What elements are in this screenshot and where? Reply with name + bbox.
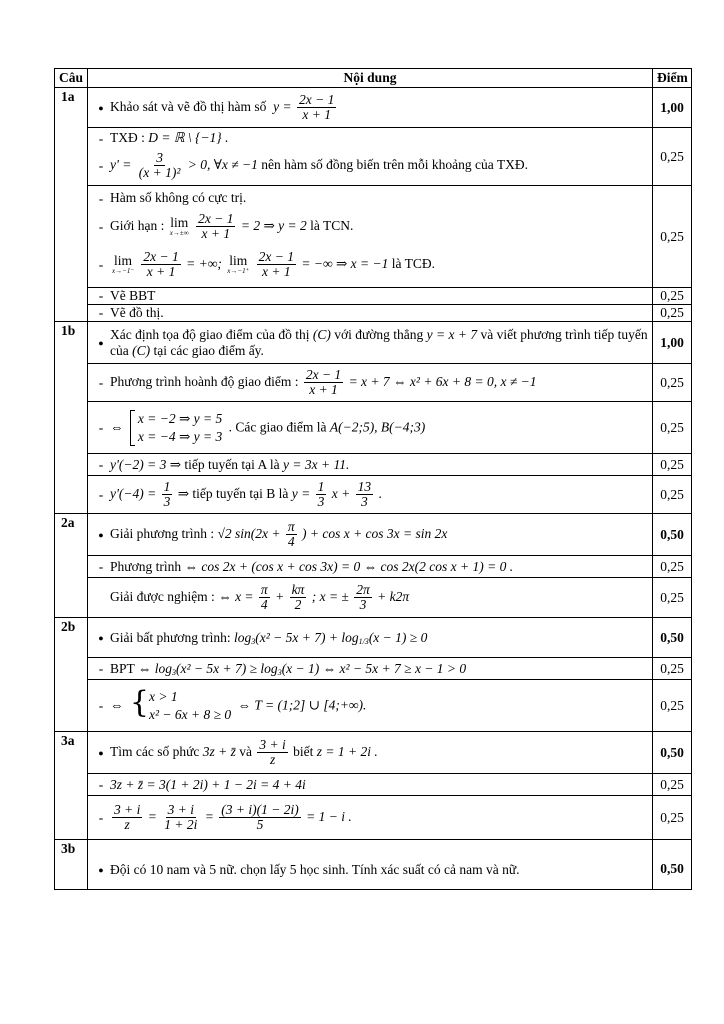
q1b-system-row: - ⇔ x = −2 ⇒ y = 5 x = −4 ⇒ y = 3 . Các giao điểm là A(−2;5), B(−4;3) 0,25 bbox=[55, 402, 692, 454]
points-q2a-eq: 0,25 bbox=[653, 556, 692, 578]
grading-table bbox=[54, 68, 692, 890]
q1a-graph-row: - Vẽ đồ thị. 0,25 bbox=[55, 305, 692, 322]
points-tangent-b: 0,25 bbox=[653, 476, 692, 514]
q2a-title-row: 2a ● Giải phương trình : √2 sin(2x + $\frac{\pi}{4}$ ) + cos x + cos 3x = sin 2x 0,50 bbox=[55, 514, 692, 556]
points-q3a-l1: 0,25 bbox=[653, 774, 692, 796]
points-q2b-bpt: 0,25 bbox=[653, 658, 692, 680]
q3b-title: Đội có 10 nam và 5 nữ. chọn lấy 5 học sinh. Tính xác suất có cả nam và nữ. bbox=[110, 862, 520, 878]
points-q2b-system: 0,25 bbox=[653, 680, 692, 732]
points-q2a: 0,50 bbox=[653, 514, 692, 556]
header-row bbox=[55, 69, 692, 88]
bullet-icon: ● bbox=[98, 747, 104, 758]
points-q3a-l2: 0,25 bbox=[653, 796, 692, 840]
bullet-icon: ● bbox=[98, 632, 104, 643]
points-derivative: 0,25 bbox=[653, 128, 692, 186]
points-limits: 0,25 bbox=[653, 186, 692, 288]
q2b-system-row: - ⇔ { x > 1 x² − 6x + 8 ≥ 0 ⇔ T = (1;2] ∪ [4;+∞). 0,25 bbox=[55, 680, 692, 732]
question-label-1b: 1b bbox=[55, 322, 88, 514]
points-q1b: 1,00 bbox=[653, 322, 692, 364]
q1a-title-fraction: $\frac{2x - 1}{x + 1}$ bbox=[298, 91, 335, 122]
points-intersection-points: 0,25 bbox=[653, 402, 692, 454]
q1b-tangent-b-row: - y'(−4) = $\frac{1}{3}$ ⇒ tiếp tuyến tại B là y = $\frac{1}{3}$ x + $\frac{13}{3}$ . 0,25 bbox=[55, 476, 692, 514]
q2b-title-row: 2b ● Giải bất phương trình: log3(x² − 5x + 7) + log1/3(x − 1) ≥ 0 0,50 bbox=[55, 618, 692, 658]
bullet-icon: ● bbox=[98, 337, 104, 348]
question-label-3b: 3b bbox=[55, 840, 88, 890]
q1a-limits-row: - Hàm số không có cực trị. - Giới hạn : lim x→±∞ $\frac{2x - 1}{x + 1}$ = 2 ⇒ y = 2 là TCN. - lim x→−1⁻ $\frac{2x - 1}{x + 1}$ = +∞; lim x→−1⁺ $\frac{2x - 1}{x + 1}$ = −∞ ⇒ x = −1 là TCĐ. 0,25 bbox=[55, 186, 692, 288]
question-label-1a: 1a bbox=[55, 88, 88, 322]
q1b-tangent-a-row: - y'(−2) = 3 ⇒ tiếp tuyến tại A là y = 3x + 11. 0,25 bbox=[55, 454, 692, 476]
header-question: Câu bbox=[55, 69, 88, 88]
bullet-icon: ● bbox=[98, 529, 104, 540]
derivative-fraction: $\frac{3}{\text{(x + 1)²}}$ bbox=[138, 149, 181, 180]
q2a-equation-row: - Phương trình ⇔ cos 2x + (cos x + cos 3x) = 0 ⇔ cos 2x(2 cos x + 1) = 0 . 0,25 bbox=[55, 556, 692, 578]
question-label-2a: 2a bbox=[55, 514, 88, 618]
derivative-text: nên hàm số đồng biến trên mỗi khoảng của TXĐ. bbox=[261, 156, 528, 172]
q1a-bbt-row: - Vẽ BBT 0,25 bbox=[55, 288, 692, 305]
q1b-equation-row: - Phương trình hoành độ giao điểm : $\frac{2x - 1}{x + 1}$ = x + 7 ⇔ x² + 6x + 8 = 0, x ≠ −1 0,25 bbox=[55, 364, 692, 402]
points-intersection-eq: 0,25 bbox=[653, 364, 692, 402]
points-q2b: 0,50 bbox=[653, 618, 692, 658]
header-points: Điểm bbox=[653, 69, 692, 88]
q1b-title-row bbox=[55, 322, 692, 364]
points-q3a: 0,50 bbox=[653, 732, 692, 774]
q3a-line1-row: - 3z + z̄ = 3(1 + 2i) + 1 − 2i = 4 + 4i 0,25 bbox=[55, 774, 692, 796]
points-q1a: 1,00 bbox=[653, 88, 692, 128]
question-label-3a: 3a bbox=[55, 732, 88, 840]
no-extrema-text: Hàm số không có cực trị. bbox=[110, 190, 247, 206]
q1b-title: Xác định tọa độ giao điểm của đồ thị (C) với đường thẳng y = x + 7 và viết phương trình tiếp tuyến của (C) tại các giao điểm ấy. bbox=[110, 326, 648, 358]
q3a-line2-row: - $\frac{3 + i}{z}$ = $\frac{3 + i}{1 + 2i}$ = $\frac{(3 + i)(1 - 2i)}{5}$ = 1 − i . 0,25 bbox=[55, 796, 692, 840]
points-bbt: 0,25 bbox=[653, 288, 692, 305]
points-q3b: 0,50 bbox=[653, 840, 692, 890]
answer-sheet bbox=[54, 68, 692, 890]
points-tangent-a: 0,25 bbox=[653, 454, 692, 476]
q2a-solution-row: Giải được nghiệm : ⇔ x = $\frac{\pi}{4}$ + $\frac{k\pi}{2}$ ; x = ± $\frac{2\pi}{3}$ + k2π 0,25 bbox=[55, 578, 692, 618]
points-graph: 0,25 bbox=[653, 305, 692, 322]
bbt-text: Vẽ BBT bbox=[110, 288, 156, 303]
bullet-icon: ● bbox=[98, 865, 104, 876]
points-q2a-solution: 0,25 bbox=[653, 578, 692, 618]
q1a-title: Khảo sát và vẽ đồ thị hàm số bbox=[110, 98, 267, 114]
graph-text: Vẽ đồ thị. bbox=[110, 305, 164, 321]
header-content: Nội dung bbox=[88, 69, 653, 88]
q3a-title-row: 3a ● Tìm các số phức 3z + z̄ và $\frac{3 + i}{z}$ biết z = 1 + 2i . 0,50 bbox=[55, 732, 692, 774]
txd-math: D = ℝ \ {−1} . bbox=[148, 130, 229, 146]
question-label-2b: 2b bbox=[55, 618, 88, 732]
q3b-title-row bbox=[55, 840, 692, 890]
q1a-title-row: 1a ● Khảo sát và vẽ đồ thị hàm số y = $\frac{2x - 1}{x + 1}$ 1,00 bbox=[55, 88, 692, 128]
bullet-icon: ● bbox=[98, 102, 104, 113]
q2b-bpt-row: - BPT ⇔ log3(x² − 5x + 7) ≥ log3(x − 1) ⇔ x² − 5x + 7 ≥ x − 1 > 0 0,25 bbox=[55, 658, 692, 680]
q1a-domain-row: - TXĐ : D = ℝ \ {−1} . - y' = $\frac{3}{\text{(x + 1)²}}$ > 0, ∀x ≠ −1 nên hàm số đồng biến trên mỗi khoảng của TXĐ. 0,25 bbox=[55, 128, 692, 186]
txd-label: TXĐ : bbox=[110, 130, 145, 146]
